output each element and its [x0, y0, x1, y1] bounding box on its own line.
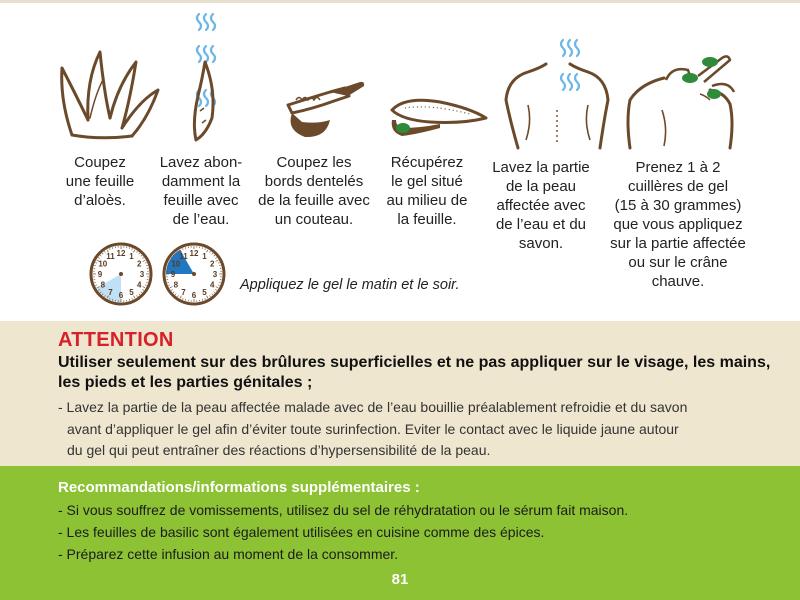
clock-number: 7 [108, 288, 113, 298]
step-6-line: (15 à 30 grammes) [614, 197, 742, 214]
list-item: - Préparez cette infusion au moment de la consommer. [58, 546, 399, 562]
clock-center [119, 272, 123, 276]
clock-number: 5 [202, 288, 207, 298]
clock-number: 4 [136, 280, 142, 290]
evening-clock-icon [160, 240, 228, 308]
clock-number: 9 [170, 270, 176, 279]
page-number: 81 [391, 571, 409, 588]
illustrations [0, 0, 800, 150]
clock-number: 7 [181, 288, 186, 298]
clock-center [192, 272, 196, 276]
washed-back-icon [506, 40, 608, 148]
step-4-line: Récupérez [390, 154, 464, 171]
knife-cutting-leaf-icon [288, 82, 364, 137]
step-4-line: la feuille. [397, 211, 457, 228]
recommendations-title: Recommandations/informations supplémentaires : [58, 479, 420, 496]
step-6-line: cuillères de gel [627, 178, 729, 195]
clock-number: 11 [106, 251, 115, 261]
recommendations-list [58, 499, 778, 565]
apply-gel-shoulder-icon [628, 56, 734, 148]
step-6-line: chauve. [651, 273, 705, 290]
attention-body-line: avant d’appliquer le gel afin d’éviter toute surinfection. Eviter le contact avec le liquide jaune autour [67, 420, 679, 437]
list-item: - Les feuilles de basilic sont également utilisées en cuisine comme des épices. [58, 524, 545, 540]
clock-number: 3 [139, 270, 145, 279]
step-1-line: Coupez [74, 154, 126, 171]
step-2-line: damment la [161, 173, 241, 190]
clock-number: 9 [97, 270, 103, 279]
clock-number: 10 [171, 259, 181, 269]
attention-warning: Utiliser seulement sur des brûlures superficielles et ne pas appliquer sur le visage, les mains, les pieds et les parties génitales ; [58, 354, 771, 391]
clock-number: 12 [116, 249, 126, 258]
step-1-line: une feuille [65, 173, 135, 190]
aloe-plant-icon [62, 52, 158, 138]
step-2-text [150, 153, 252, 229]
step-6-text [596, 158, 760, 291]
clock-number: 8 [100, 280, 106, 290]
step-4-text [372, 153, 482, 229]
clock-number: 2 [209, 259, 215, 269]
morning-clock-icon [87, 240, 155, 308]
step-2-line: de l’eau. [172, 211, 230, 228]
clock-number: 1 [202, 251, 207, 261]
clock-number: 12 [189, 249, 199, 258]
step-1-text [52, 153, 148, 210]
step-5-line: de la peau [505, 178, 577, 195]
step-4-line: le gel situé [391, 173, 463, 190]
attention-body-line: du gel qui peut entraîner des réactions d’hypersensibilité de la peau. [67, 442, 491, 458]
step-5-line: Lavez la partie [492, 159, 590, 176]
step-2-line: Lavez abon- [159, 154, 243, 171]
clock-number: 1 [129, 251, 134, 261]
clock-number: 10 [98, 259, 108, 269]
attention-body [58, 397, 748, 462]
clock-number: 3 [212, 270, 218, 279]
clock-number: 5 [129, 288, 134, 298]
clock-number: 4 [209, 280, 215, 290]
attention-title: ATTENTION [58, 329, 174, 351]
step-3-line: Coupez les [276, 154, 352, 171]
step-3-text [250, 153, 378, 229]
step-5-line: de l’eau et du [495, 216, 587, 233]
clock-number: 6 [118, 291, 124, 300]
step-1-line: d’aloès. [74, 192, 126, 209]
clock-number: 2 [136, 259, 142, 269]
step-6-line: sur la partie affectée [610, 235, 746, 252]
clock-caption: Appliquez le gel le matin et le soir. [240, 277, 460, 293]
step-2-line: feuille avec [163, 192, 239, 209]
step-5-text [482, 158, 600, 253]
step-3-line: de la feuille avec [258, 192, 370, 209]
step-3-line: bords dentelés [264, 173, 364, 190]
clock-number: 6 [191, 291, 197, 300]
step-5-line: savon. [518, 235, 564, 252]
gel-scooping-icon [392, 100, 486, 136]
clock-number: 8 [173, 280, 179, 290]
step-6-line: que vous appliquez [613, 216, 743, 233]
step-5-line: affectée avec [496, 197, 586, 214]
step-6-line: ou sur le crâne [628, 254, 728, 271]
list-item: - Si vous souffrez de vomissements, utilisez du sel de réhydratation ou le sérum fait maison. [58, 502, 629, 518]
clock-number: 11 [179, 251, 188, 261]
washed-leaf-icon [194, 14, 215, 140]
step-4-line: au milieu de [386, 192, 468, 209]
step-3-line: un couteau. [274, 211, 354, 228]
step-6-line: Prenez 1 à 2 [635, 159, 721, 176]
attention-body-line: - Lavez la partie de la peau affectée malade avec de l’eau bouillie préalablement refroidie et du savon [58, 399, 688, 415]
